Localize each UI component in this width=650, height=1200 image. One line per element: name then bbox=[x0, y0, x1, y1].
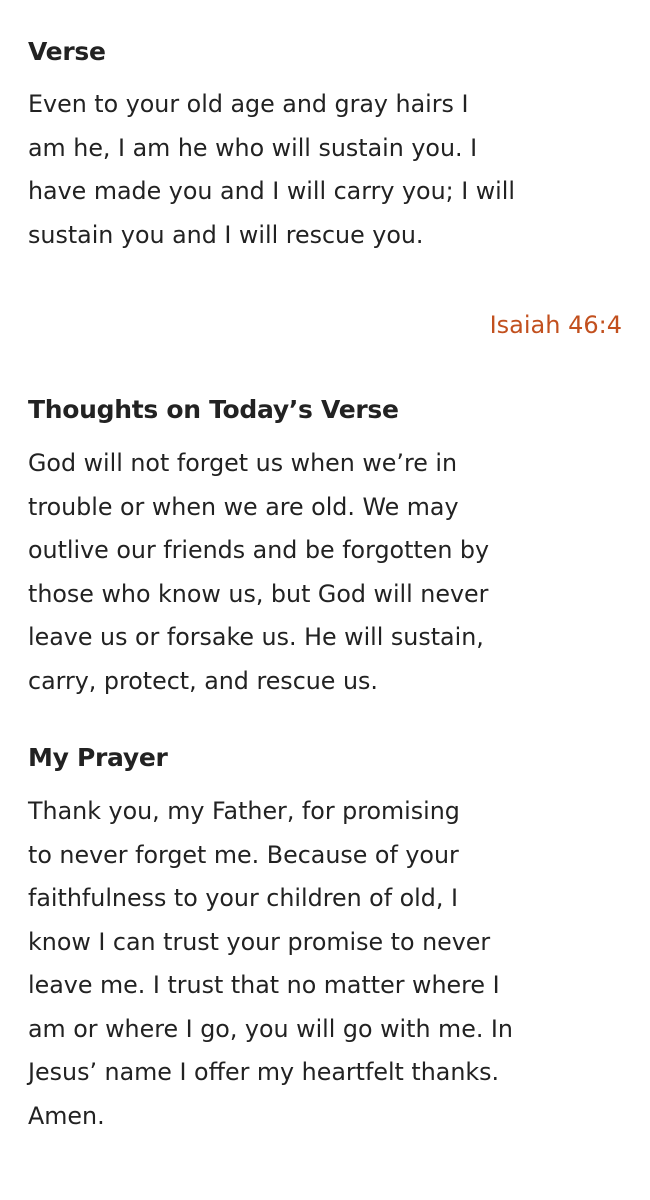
prayer-line: Thank you, my Father, for promising bbox=[28, 797, 460, 825]
prayer-text bbox=[28, 790, 628, 1138]
verse-reference-link[interactable]: Isaiah 46:4 bbox=[489, 311, 622, 339]
verse-line: am he, I am he who will sustain you. I bbox=[28, 133, 478, 162]
prayer-line: to never forget me. Because of your bbox=[28, 840, 459, 869]
verse-line: Even to your old age and gray hairs I bbox=[28, 90, 469, 118]
prayer-line: know I can trust your promise to never bbox=[28, 927, 491, 956]
thoughts-line: trouble or when we are old. We may bbox=[28, 492, 459, 521]
prayer-line: am or where I go, you will go with me. In bbox=[28, 1014, 513, 1043]
verse-text bbox=[28, 83, 628, 257]
thoughts-line: carry, protect, and rescue us. bbox=[28, 666, 378, 695]
thoughts-line: God will not forget us when we’re in bbox=[28, 449, 458, 477]
prayer-line: faithfulness to your children of old, I bbox=[28, 884, 458, 912]
prayer-heading: My Prayer bbox=[28, 743, 168, 772]
verse-line: have made you and I will carry you; I will bbox=[28, 177, 515, 205]
prayer-line: leave me. I trust that no matter where I bbox=[28, 971, 500, 999]
thoughts-text bbox=[28, 442, 628, 703]
prayer-line: Jesus’ name I offer my heartfelt thanks. bbox=[28, 1058, 500, 1086]
verse-line: sustain you and I will rescue you. bbox=[28, 220, 424, 249]
thoughts-heading: Thoughts on Today’s Verse bbox=[28, 395, 399, 424]
prayer-line: Amen. bbox=[28, 1101, 105, 1130]
thoughts-line: leave us or forsake us. He will sustain, bbox=[28, 623, 484, 651]
verse-heading: Verse bbox=[28, 37, 106, 66]
thoughts-line: those who know us, but God will never bbox=[28, 579, 489, 608]
thoughts-line: outlive our friends and be forgotten by bbox=[28, 536, 490, 564]
